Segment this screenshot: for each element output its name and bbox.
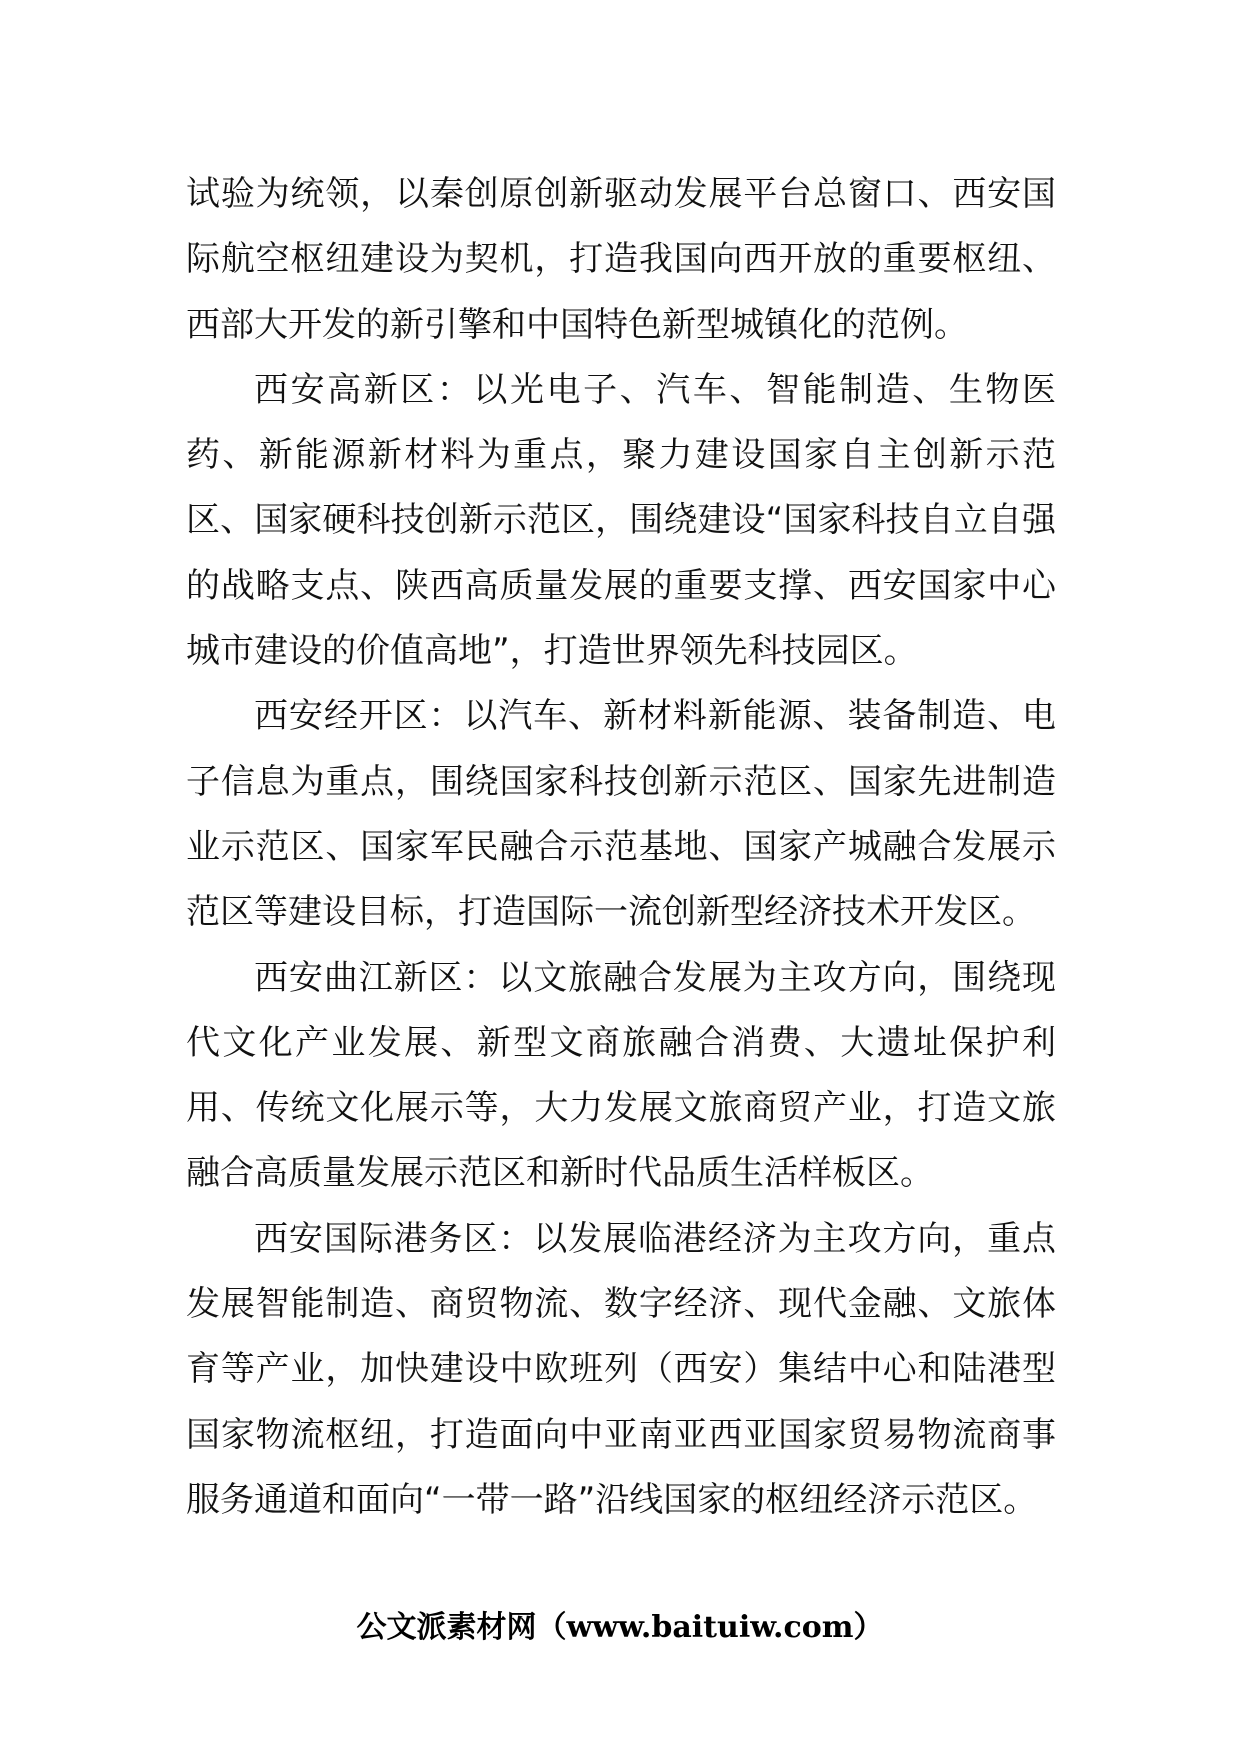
paragraph-qujiang: 西安曲江新区：以文旅融合发展为主攻方向，围绕现代文化产业发展、新型文商旅融合消费、大遗址保护利用、传统文化展示等，大力发展文旅商贸产业，打造文旅融合高质量发展示范区和新时代品质生活样板区。 (186, 957, 1056, 1194)
paragraph-jingkai: 西安经开区：以汽车、新材料新能源、装备制造、电子信息为重点，围绕国家科技创新示范区、国家先进制造业示范区、国家军民融合示范基地、国家产城融合发展示范区等建设目标，打造国际一流创新型经济技术开发区。 (186, 696, 1056, 933)
paragraph-gangwu: 西安国际港务区：以发展临港经济为主攻方向，重点发展智能制造、商贸物流、数字经济、现代金融、文旅体育等产业，加快建设中欧班列（西安）集结中心和陆港型国家物流枢纽，打造面向中亚南亚西亚国家贸易物流商事服务通道和面向“一带一路”沿线国家的枢纽经济示范区。 (186, 1218, 1056, 1520)
footer-source: 公文派素材网（www.baituiw.com） (356, 1610, 884, 1645)
paragraph-continuation: 试验为统领，以秦创原创新驱动发展平台总窗口、西安国际航空枢纽建设为契机，打造我国向西开放的重要枢纽、西部大开发的新引擎和中国特色新型城镇化的范例。 (186, 174, 1056, 345)
paragraph-gaoxin: 西安高新区：以光电子、汽车、智能制造、生物医药、新能源新材料为重点，聚力建设国家自主创新示范区、国家硬科技创新示范区，围绕建设“国家科技自立自强的战略支点、陕西高质量发展的重要支撑、西安国家中心城市建设的价值高地”，打造世界领先科技园区。 (186, 369, 1056, 672)
document-body (186, 162, 1056, 1533)
